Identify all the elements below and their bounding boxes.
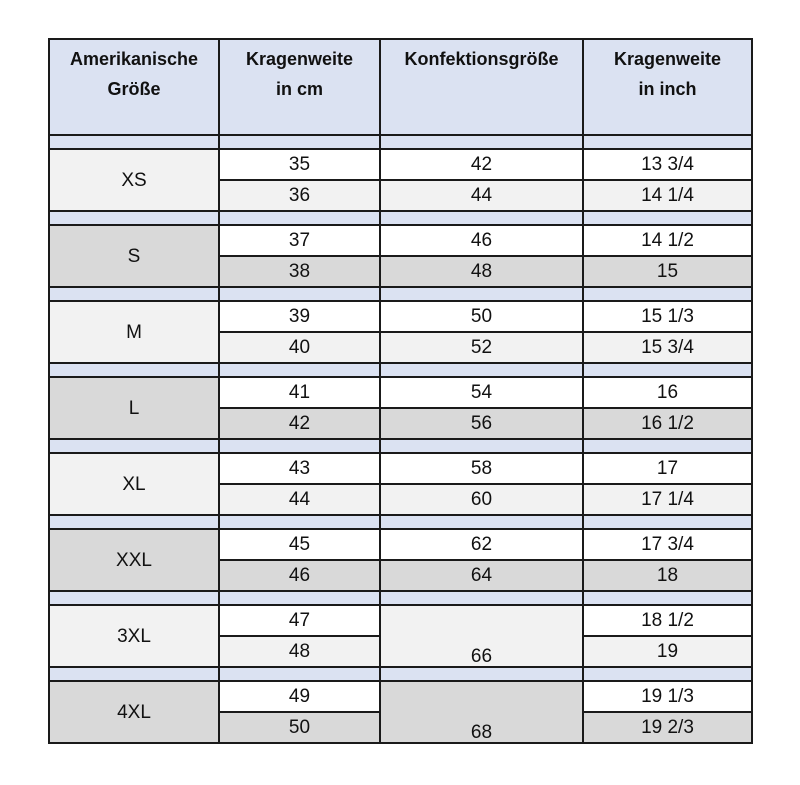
clothing-size-cell: 60 [380, 484, 583, 515]
collar-cm-cell: 38 [219, 256, 380, 287]
collar-cm-cell: 50 [219, 712, 380, 743]
table-row [49, 529, 752, 560]
collar-inch-cell: 14 1/2 [583, 225, 752, 256]
collar-cm-cell: 39 [219, 301, 380, 332]
separator-cell [380, 211, 583, 225]
collar-cm-cell: 40 [219, 332, 380, 363]
separator-cell [380, 439, 583, 453]
header-collar-cm: Kragenweite in cm [219, 39, 380, 135]
collar-cm-cell: 35 [219, 149, 380, 180]
clothing-size-cell: 54 [380, 377, 583, 408]
collar-cm-cell: 41 [219, 377, 380, 408]
collar-inch-cell: 15 [583, 256, 752, 287]
separator-cell [49, 211, 219, 225]
separator-cell [583, 135, 752, 149]
collar-inch-cell: 19 2/3 [583, 712, 752, 743]
collar-inch-cell: 17 [583, 453, 752, 484]
american-size-cell: M [49, 301, 219, 363]
clothing-size-cell: 66 [380, 605, 583, 667]
table-row [49, 681, 752, 712]
clothing-size-cell: 56 [380, 408, 583, 439]
separator-cell [583, 211, 752, 225]
separator-cell [219, 591, 380, 605]
clothing-size-cell: 62 [380, 529, 583, 560]
separator-cell [219, 515, 380, 529]
separator-cell [49, 135, 219, 149]
separator-cell [583, 439, 752, 453]
collar-inch-cell: 14 1/4 [583, 180, 752, 211]
collar-inch-cell: 15 1/3 [583, 301, 752, 332]
separator-row [49, 515, 752, 529]
separator-cell [219, 211, 380, 225]
collar-cm-cell: 47 [219, 605, 380, 636]
clothing-size-cell: 58 [380, 453, 583, 484]
separator-cell [380, 591, 583, 605]
collar-inch-cell: 17 3/4 [583, 529, 752, 560]
collar-inch-cell: 13 3/4 [583, 149, 752, 180]
separator-row [49, 591, 752, 605]
separator-cell [219, 287, 380, 301]
separator-cell [380, 515, 583, 529]
separator-cell [49, 287, 219, 301]
collar-inch-cell: 15 3/4 [583, 332, 752, 363]
clothing-size-cell: 50 [380, 301, 583, 332]
collar-inch-cell: 18 1/2 [583, 605, 752, 636]
separator-cell [380, 135, 583, 149]
separator-cell [49, 439, 219, 453]
collar-cm-cell: 37 [219, 225, 380, 256]
separator-cell [380, 667, 583, 681]
collar-cm-cell: 43 [219, 453, 380, 484]
collar-inch-cell: 16 1/2 [583, 408, 752, 439]
separator-row [49, 287, 752, 301]
header-clothing-size: Konfektionsgröße [380, 39, 583, 135]
separator-row [49, 363, 752, 377]
clothing-size-cell: 46 [380, 225, 583, 256]
table-row [49, 225, 752, 256]
table-row [49, 149, 752, 180]
separator-cell [219, 363, 380, 377]
separator-cell [583, 667, 752, 681]
american-size-cell: XL [49, 453, 219, 515]
separator-cell [583, 287, 752, 301]
header-american-size: Amerikanische Größe [49, 39, 219, 135]
separator-cell [583, 515, 752, 529]
clothing-size-cell: 44 [380, 180, 583, 211]
separator-cell [49, 363, 219, 377]
separator-cell [219, 667, 380, 681]
clothing-size-cell: 64 [380, 560, 583, 591]
separator-cell [380, 287, 583, 301]
clothing-size-cell: 52 [380, 332, 583, 363]
collar-inch-cell: 18 [583, 560, 752, 591]
separator-cell [49, 515, 219, 529]
collar-cm-cell: 36 [219, 180, 380, 211]
table-row [49, 301, 752, 332]
separator-row [49, 667, 752, 681]
collar-cm-cell: 49 [219, 681, 380, 712]
separator-cell [583, 591, 752, 605]
collar-inch-cell: 19 1/3 [583, 681, 752, 712]
collar-cm-cell: 44 [219, 484, 380, 515]
american-size-cell: XXL [49, 529, 219, 591]
collar-inch-cell: 19 [583, 636, 752, 667]
separator-cell [219, 135, 380, 149]
separator-row [49, 135, 752, 149]
collar-cm-cell: 48 [219, 636, 380, 667]
american-size-cell: 3XL [49, 605, 219, 667]
american-size-cell: 4XL [49, 681, 219, 743]
clothing-size-cell: 68 [380, 681, 583, 743]
separator-cell [49, 591, 219, 605]
separator-row [49, 439, 752, 453]
clothing-size-cell: 48 [380, 256, 583, 287]
separator-cell [380, 363, 583, 377]
size-chart-table [48, 38, 753, 744]
american-size-cell: L [49, 377, 219, 439]
collar-inch-cell: 17 1/4 [583, 484, 752, 515]
collar-cm-cell: 46 [219, 560, 380, 591]
separator-row [49, 211, 752, 225]
american-size-cell: S [49, 225, 219, 287]
header-collar-inch: Kragenweite in inch [583, 39, 752, 135]
separator-cell [583, 363, 752, 377]
separator-cell [49, 667, 219, 681]
separator-cell [219, 439, 380, 453]
american-size-cell: XS [49, 149, 219, 211]
collar-inch-cell: 16 [583, 377, 752, 408]
collar-cm-cell: 42 [219, 408, 380, 439]
table-row [49, 453, 752, 484]
table-row [49, 605, 752, 636]
collar-cm-cell: 45 [219, 529, 380, 560]
header-row [49, 39, 752, 135]
table-row [49, 377, 752, 408]
clothing-size-cell: 42 [380, 149, 583, 180]
